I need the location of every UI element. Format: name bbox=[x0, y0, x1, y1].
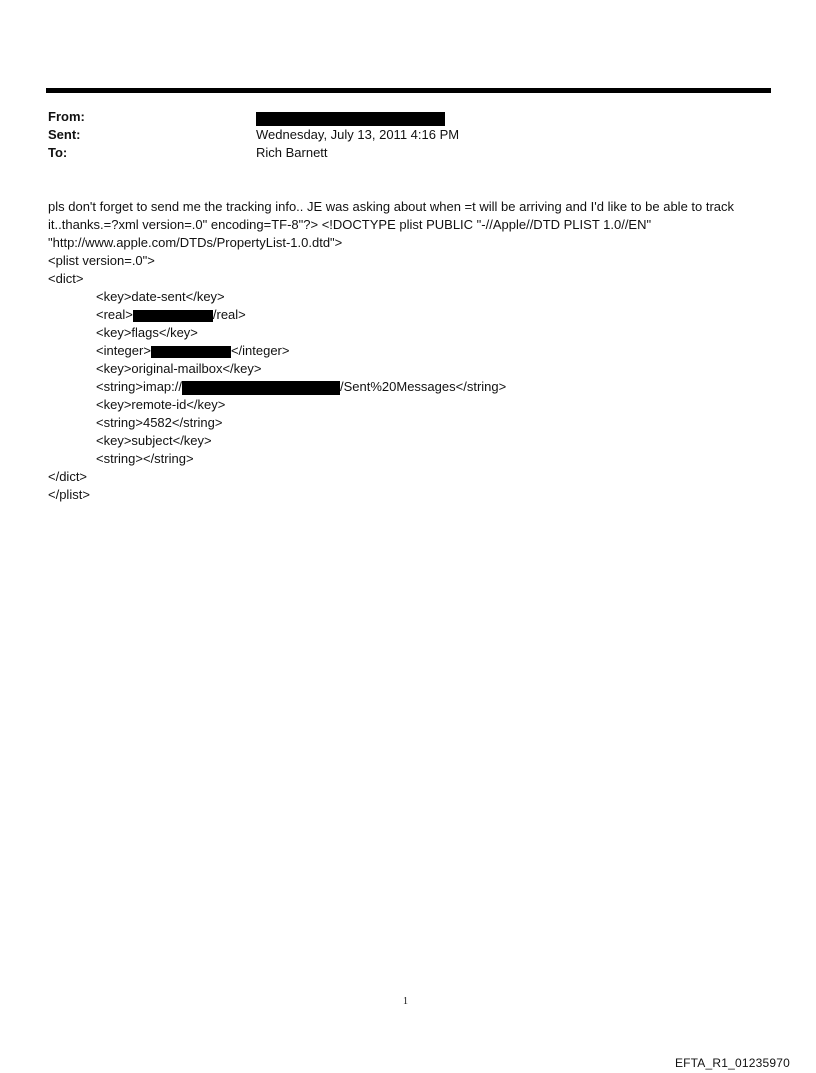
from-row bbox=[48, 109, 768, 127]
plist-line: <key>original-mailbox</key> bbox=[96, 361, 262, 376]
sent-row bbox=[48, 127, 768, 145]
plist-line: <string>4582</string> bbox=[96, 415, 223, 430]
body-line: it..thanks.=?xml version=.0" encoding=TF-8"?> <!DOCTYPE plist PUBLIC "-//Apple//DTD PLIST 1.0//EN" bbox=[48, 217, 652, 232]
redaction-box bbox=[182, 381, 340, 395]
to-row bbox=[48, 145, 768, 163]
body-line: pls don't forget to send me the tracking info.. JE was asking about when =t will be arriving and I'd like to be able to track bbox=[48, 199, 735, 214]
header-rule bbox=[46, 88, 771, 93]
sent-value: Wednesday, July 13, 2011 4:16 PM bbox=[256, 127, 460, 142]
plist-fragment: <real> bbox=[96, 307, 133, 322]
plist-line-redacted bbox=[48, 306, 772, 324]
plist-fragment: <integer> bbox=[96, 343, 151, 358]
plist-line: <key>subject</key> bbox=[96, 433, 212, 448]
plist-fragment: <string>imap:// bbox=[96, 379, 182, 394]
plist-line-redacted bbox=[48, 378, 772, 396]
body-line: </dict> bbox=[48, 469, 88, 484]
redaction-box bbox=[133, 310, 213, 322]
redaction-box bbox=[151, 346, 231, 358]
plist-fragment: /real> bbox=[212, 307, 246, 322]
from-label: From: bbox=[48, 109, 85, 124]
redaction-box bbox=[256, 112, 445, 126]
page-number: 1 bbox=[403, 996, 408, 1007]
plist-line-redacted bbox=[48, 342, 772, 360]
plist-line: <key>remote-id</key> bbox=[96, 397, 226, 412]
from-value-redacted bbox=[256, 110, 445, 126]
body-line: "http://www.apple.com/DTDs/PropertyList-1.0.dtd"> bbox=[48, 235, 343, 250]
body-line: </plist> bbox=[48, 487, 90, 502]
message-body bbox=[48, 198, 772, 504]
body-line: <dict> bbox=[48, 271, 84, 286]
to-value: Rich Barnett bbox=[256, 145, 328, 160]
plist-line: <key>date-sent</key> bbox=[96, 289, 225, 304]
plist-line: <key>flags</key> bbox=[96, 325, 198, 340]
sent-label: Sent: bbox=[48, 127, 81, 142]
body-line: <plist version=.0"> bbox=[48, 253, 155, 268]
to-label: To: bbox=[48, 145, 68, 160]
bates-number: EFTA_R1_01235970 bbox=[674, 1056, 790, 1070]
plist-fragment: /Sent%20Messages</string> bbox=[340, 379, 507, 394]
plist-line: <string></string> bbox=[96, 451, 194, 466]
plist-fragment: </integer> bbox=[230, 343, 290, 358]
